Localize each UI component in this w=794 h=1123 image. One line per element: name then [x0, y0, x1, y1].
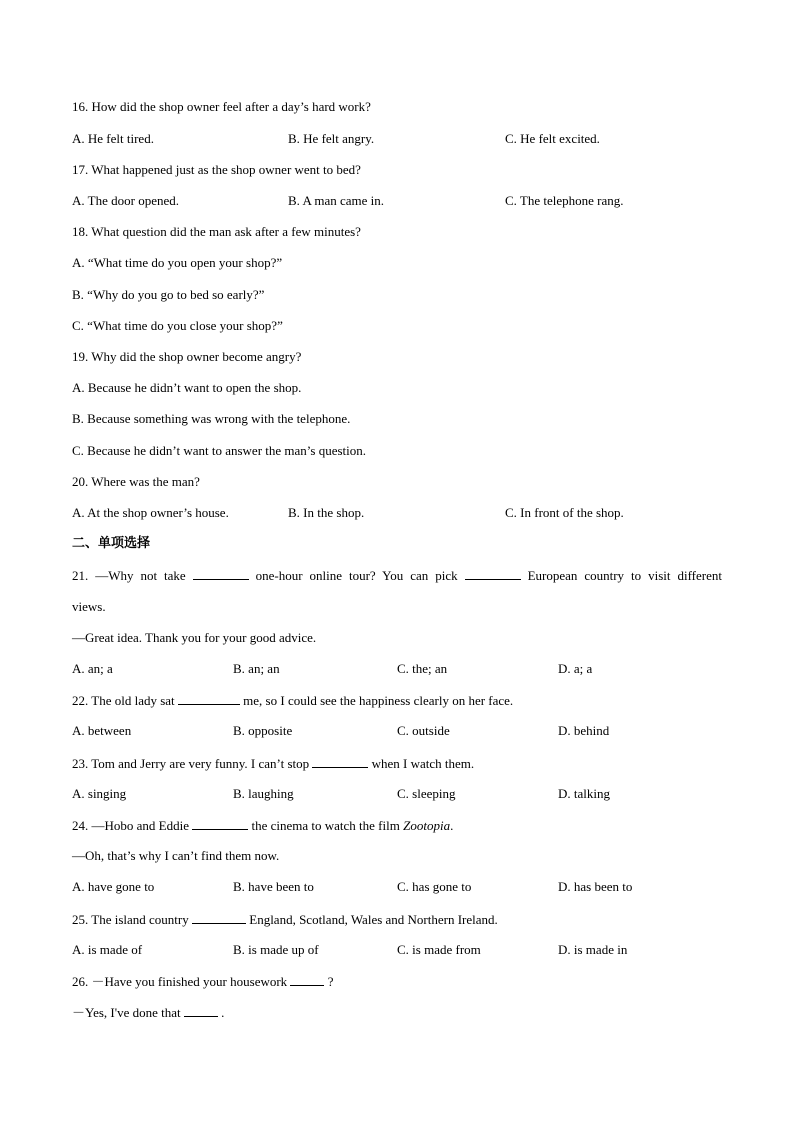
- q23-option-b: B. laughing: [233, 786, 294, 801]
- q22-text-2: me, so I could see the happiness clearly on her face.: [243, 693, 514, 708]
- q22-option-c: C. outside: [397, 723, 450, 738]
- q18-option-b: B. “Why do you go to bed so early?”: [72, 287, 265, 302]
- q25-option-c: C. is made from: [397, 942, 481, 957]
- q21-reply: —Great idea. Thank you for your good advice.: [72, 630, 317, 645]
- q24-option-a: A. have gone to: [72, 879, 155, 894]
- q25-blank: [192, 911, 246, 924]
- q21-option-a: A. an; a: [72, 661, 113, 676]
- q25-text-1: 25. The island country: [72, 912, 189, 927]
- q24-film-title: Zootopia: [403, 818, 451, 833]
- q19-option-c: C. Because he didn’t want to answer the man’s question.: [72, 443, 367, 458]
- q23-text-1: 23. Tom and Jerry are very funny. I can’t stop: [72, 756, 310, 771]
- q21-text-1: 21. —Why not take: [72, 568, 186, 583]
- q26-reply-period: .: [221, 1005, 225, 1020]
- question-16-stem: 16. How did the shop owner feel after a day’s hard work?: [72, 99, 371, 114]
- q18-option-c: C. “What time do you close your shop?”: [72, 318, 283, 333]
- q25-option-d: D. is made in: [558, 942, 628, 957]
- q22-option-b: B. opposite: [233, 723, 293, 738]
- question-22-stem: [72, 692, 513, 709]
- q23-text-2: when I watch them.: [371, 756, 475, 771]
- q21-text-3: European country to visit different: [527, 568, 722, 583]
- question-17-stem: 17. What happened just as the shop owner went to bed?: [72, 162, 361, 177]
- q21-option-d: D. a; a: [558, 661, 593, 676]
- question-24-stem: [72, 817, 453, 834]
- q17-option-c: C. The telephone rang.: [505, 193, 624, 208]
- q17-option-a: A. The door opened.: [72, 193, 179, 208]
- q19-option-a: A. Because he didn’t want to open the shop.: [72, 380, 302, 395]
- question-20-stem: 20. Where was the man?: [72, 474, 200, 489]
- q24-text-2: the cinema to watch the film: [251, 818, 400, 833]
- q26-text-1: 26. －Have you finished your housework: [72, 974, 288, 989]
- q25-text-2: England, Scotland, Wales and Northern Ireland.: [249, 912, 498, 927]
- q16-option-b: B. He felt angry.: [288, 131, 375, 146]
- q20-option-b: B. In the shop.: [288, 505, 365, 520]
- q24-reply: —Oh, that’s why I can’t find them now.: [72, 848, 280, 863]
- q17-option-b: B. A man came in.: [288, 193, 385, 208]
- q26-blank-2: [184, 1004, 218, 1017]
- question-19-stem: 19. Why did the shop owner become angry?: [72, 349, 302, 364]
- question-26-stem: [72, 973, 333, 990]
- q21-option-c: C. the; an: [397, 661, 448, 676]
- question-25-stem: [72, 911, 498, 928]
- q24-text-1: 24. —Hobo and Eddie: [72, 818, 189, 833]
- q23-blank: [312, 755, 368, 768]
- q26-text-2: ?: [327, 974, 334, 989]
- q23-option-d: D. talking: [558, 786, 610, 801]
- q23-option-c: C. sleeping: [397, 786, 456, 801]
- q21-blank-2: [465, 567, 521, 580]
- section-title: 二、单项选择: [72, 536, 151, 551]
- q26-reply: [72, 1004, 224, 1021]
- q16-option-a: A. He felt tired.: [72, 131, 154, 146]
- question-18-stem: 18. What question did the man ask after a few minutes?: [72, 224, 361, 239]
- q16-option-c: C. He felt excited.: [505, 131, 600, 146]
- q26-blank-1: [290, 973, 324, 986]
- q24-period: .: [450, 818, 454, 833]
- q25-option-b: B. is made up of: [233, 942, 319, 957]
- q24-option-d: D. has been to: [558, 879, 633, 894]
- q24-blank: [192, 817, 248, 830]
- q20-option-a: A. At the shop owner’s house.: [72, 505, 229, 520]
- q19-option-b: B. Because something was wrong with the telephone.: [72, 411, 351, 426]
- question-21-stem: [72, 567, 722, 584]
- q24-option-b: B. have been to: [233, 879, 314, 894]
- q21-text-2: one-hour online tour? You can pick: [255, 568, 458, 583]
- q26-reply-text: －Yes, I've done that: [72, 1005, 181, 1020]
- q24-option-c: C. has gone to: [397, 879, 472, 894]
- q21-option-b: B. an; an: [233, 661, 280, 676]
- q22-option-a: A. between: [72, 723, 132, 738]
- q23-option-a: A. singing: [72, 786, 127, 801]
- q18-option-a: A. “What time do you open your shop?”: [72, 255, 283, 270]
- question-23-stem: [72, 755, 474, 772]
- q21-blank-1: [193, 567, 249, 580]
- q22-blank: [178, 692, 240, 705]
- q20-option-c: C. In front of the shop.: [505, 505, 624, 520]
- q25-option-a: A. is made of: [72, 942, 143, 957]
- q22-option-d: D. behind: [558, 723, 610, 738]
- q22-text-1: 22. The old lady sat: [72, 693, 175, 708]
- q21-continuation: views.: [72, 599, 106, 614]
